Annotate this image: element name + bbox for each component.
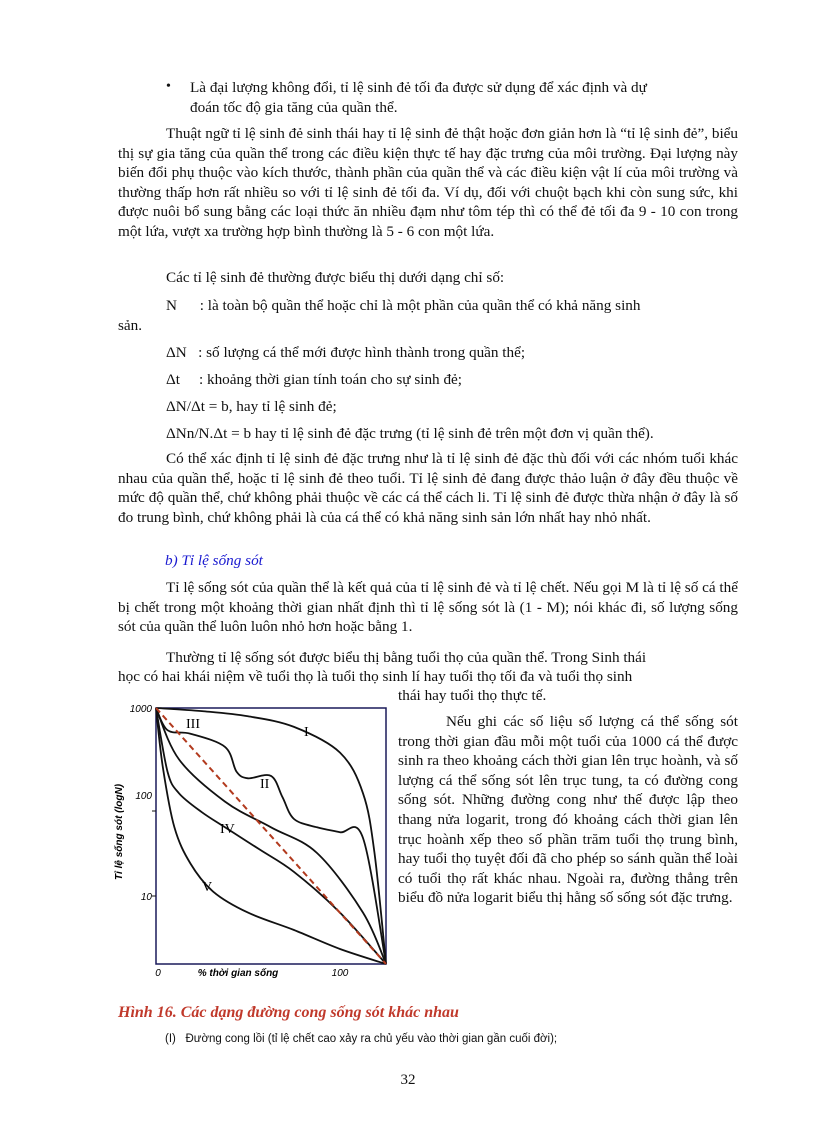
page-number: 32 xyxy=(400,1072,416,1088)
def-delta-t: Δt : khoảng thời gian tính toán cho sự sinh đẻ; xyxy=(166,371,463,388)
y-axis-label: Tỉ lệ sống sót (logN) xyxy=(114,783,125,881)
figure-caption: Hình 16. Các dạng đường cong sống sót khác nhau xyxy=(118,1004,459,1021)
curve-label-II: II xyxy=(260,777,270,792)
survival-curve-constant-line xyxy=(156,708,386,964)
curve-label-I: I xyxy=(304,725,309,740)
def-delta-n: ΔN : số lượng cá thể mới được hình thành trong quần thể; xyxy=(166,344,526,361)
paragraph-index-intro: Các tỉ lệ sinh đẻ thường được biểu thị dưới dạng chỉ số: xyxy=(166,269,505,286)
section-heading-survival: b) Tỉ lệ sống sót xyxy=(165,552,263,569)
bullet-dot: • xyxy=(166,79,171,94)
paragraph-longevity-line-3: thái hay tuổi thọ thực tế. xyxy=(398,687,547,704)
paragraph-survival-rate: Tỉ lệ sống sót của quần thể là kết quả của tỉ lệ sinh đẻ và tỉ lệ chết. Nếu gọi M là tỉ lệ số cá thể bị chết trong một khoảng thời gian nhất định thì tỉ lệ sống sót là (1 - M); nói khác đi, số lượng sống sót của quần thể luôn luôn nhỏ hơn hoặc bằng 1. xyxy=(118,579,738,636)
curve-label-III: III xyxy=(186,717,200,732)
def-n-line-2: sản. xyxy=(118,317,143,334)
curve-label-IV: IV xyxy=(220,822,235,837)
y-tick-100: 100 xyxy=(135,791,152,802)
survivorship-chart-svg xyxy=(108,700,398,990)
survivorship-chart xyxy=(108,700,398,990)
x-axis-label: % thời gian sống xyxy=(197,968,279,979)
paragraph-longevity-line-1: Thường tỉ lệ sống sót được biểu thị bằng tuổi thọ của quần thể. Trong Sinh thái xyxy=(166,649,647,666)
bullet-line-1: Là đại lượng không đổi, tỉ lệ sinh đẻ tối đa được sử dụng để xác định và dự xyxy=(190,79,647,96)
def-n-line-1: N : là toàn bộ quần thể hoặc chỉ là một phần của quần thể có khả năng sinh xyxy=(166,297,641,314)
curve-label-V: V xyxy=(202,880,213,895)
paragraph-longevity-line-2: học có hai khái niệm về tuổi thọ là tuổi thọ sinh lí hay tuổi thọ tối đa và tuổi thọ sinh xyxy=(118,668,633,685)
x-tick-0: 0 xyxy=(155,968,161,979)
x-tick-100: 100 xyxy=(331,968,349,979)
paragraph-ecological-natality: Thuật ngữ tỉ lệ sinh đẻ sinh thái hay tỉ lệ sinh đẻ thật hoặc đơn giản hơn là “tỉ lệ sinh đẻ”, biểu thị sự gia tăng của quần thể trong các điều kiện thực tế hay đặc trưng của môi trường. Đại lượng này biến đổi phụ thuộc vào kích thước, thành phần của quần thể và các điều kiện vật lí của môi trường và thường thấp hơn rất nhiều so với tỉ lệ sinh đẻ tối đa. Ví dụ, đối với chuột bạch khi còn sung sức, khi được nuôi bổ sung bằng các loại thức ăn nhiều đạm như tôm tép thì có thể đẻ tối đa 9 - 10 con trong một lứa, vượt xa trường hợp bình thường là 5 - 6 con một lứa. xyxy=(118,125,738,240)
def-specific: ΔNn/N.Δt = b hay tỉ lệ sinh đẻ đặc trưng (tỉ lệ sinh đẻ trên một đơn vị quần thể). xyxy=(166,425,654,442)
figure-note: (I) Đường cong lồi (tỉ lệ chết cao xảy ra chủ yếu vào thời gian gần cuối đời); xyxy=(165,1033,558,1045)
paragraph-specific-natality: Có thể xác định tỉ lệ sinh đẻ đặc trưng như là tỉ lệ sinh đẻ đặc thù đối với các nhóm tuổi khác nhau của quần thể, hoặc tỉ lệ sinh đẻ theo tuổi. Tỉ lệ sinh đẻ đang được thảo luận ở đây đều thuộc về mức độ quần thể, chứ không phải thuộc về các cá thể cách li. Tỉ lệ sinh đẻ được thừa nhận ở đây là số đo trung bình, chứ không phải là của cá thể có khả năng sinh sản lớn nhất hay nhỏ nhất. xyxy=(118,450,738,526)
def-ratio: ΔN/Δt = b, hay tỉ lệ sinh đẻ; xyxy=(166,398,337,415)
paragraph-survival-curve: Nếu ghi các số liệu số lượng cá thể sống sót trong thời gian đầu mỗi một tuổi của 1000 cá thể được sinh ra theo khoảng cách thời gian lên trục hoành, và số lượng cá thể sống sót lên trục tung, ta có đường cong sống sót. Những đường cong như thế được lập theo thang nửa logarit, trong đó khoảng cách thời gian lên trục hoành xếp theo số phần trăm tuổi thọ trung bình, hay tuổi thọ tuyệt đối đã cho phép so sánh quần thể loài có tuổi thọ rất khác nhau. Ngoài ra, đường thẳng trên biểu đồ nửa logarit biểu thị hằng số sống sót đặc trưng. xyxy=(398,713,738,907)
bullet-line-2: đoán tốc độ gia tăng của quần thể. xyxy=(190,99,398,116)
y-tick-1000: 1000 xyxy=(129,704,152,715)
y-tick-10: 10 xyxy=(140,892,152,903)
